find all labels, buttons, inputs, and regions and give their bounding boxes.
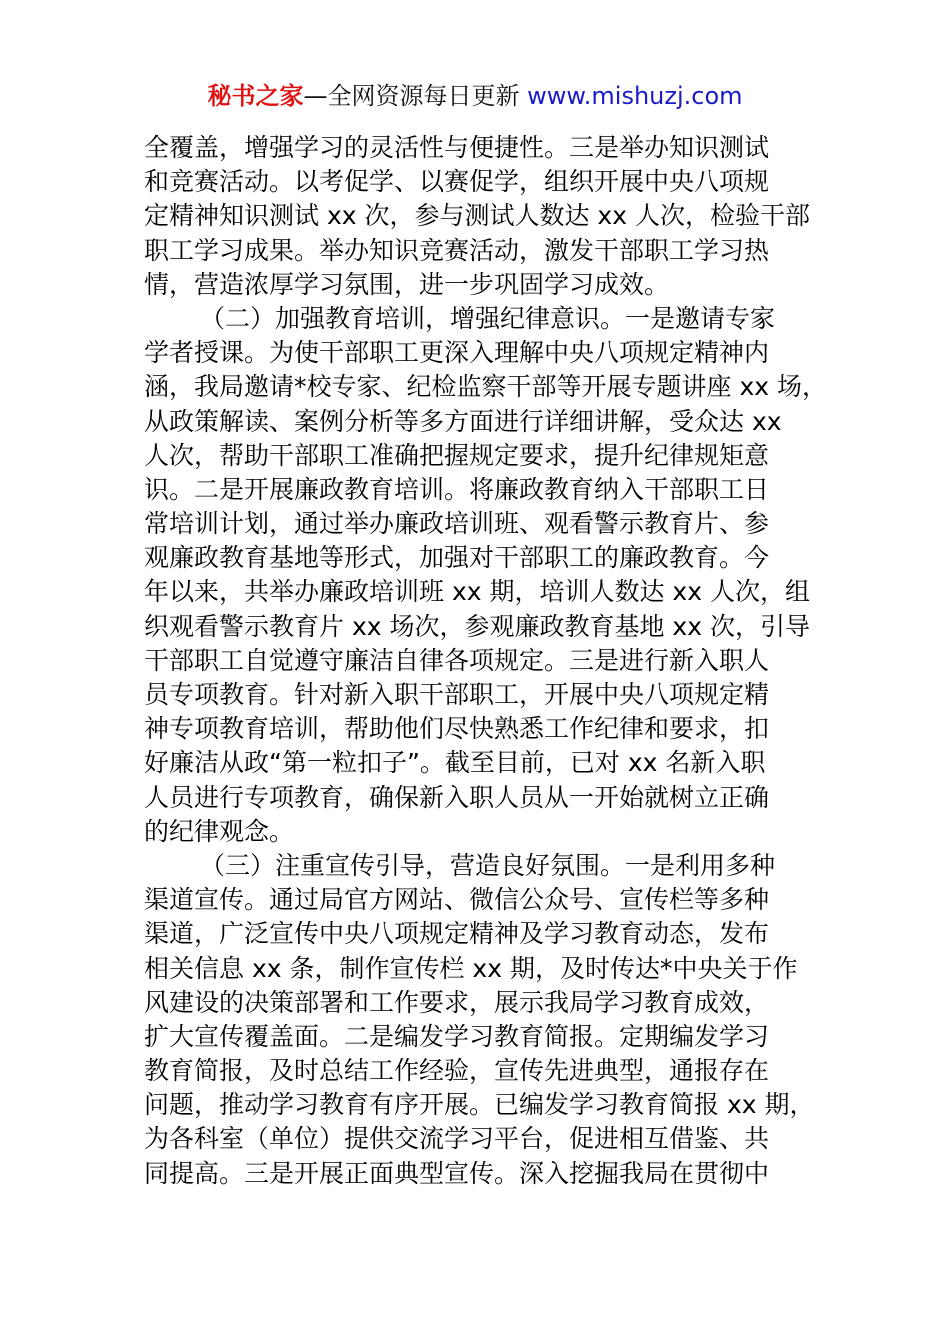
page-header xyxy=(0,80,950,112)
text-line: 同提高。三是开展正面典型宣传。深入挖掘我局在贯彻中 xyxy=(144,1158,770,1188)
text-line: 好廉洁从政“第一粒扣子”。截至目前，已对 xx 名新入职 xyxy=(144,748,766,778)
text-line: 和竞赛活动。以考促学、以赛促学，组织开展中央八项规 xyxy=(144,167,770,197)
text-line: 员专项教育。针对新入职干部职工，开展中央八项规定精 xyxy=(144,680,770,709)
text-line: 织观看警示教育片 xx 场次，参观廉政教育基地 xx 次，引导 xyxy=(144,611,810,641)
text-line: 教育简报，及时总结工作经验，宣传先进典型，通报存在 xyxy=(144,1056,770,1086)
text-line: 为各科室（单位）提供交流学习平台，促进相互借鉴、共 xyxy=(144,1124,770,1154)
text-line: 渠道宣传。通过局官方网站、微信公众号、宣传栏等多种 xyxy=(144,885,770,915)
text-line: 学者授课。为使干部职工更深入理解中央八项规定精神内 xyxy=(144,338,770,368)
text-line: 识。二是开展廉政教育培训。将廉政教育纳入干部职工日 xyxy=(144,474,770,504)
text-line: 观廉政教育基地等形式，加强对干部职工的廉政教育。今 xyxy=(144,543,770,573)
text-line: 问题，推动学习教育有序开展。已编发学习教育简报 xx 期， xyxy=(144,1090,815,1120)
text-line: 年以来，共举办廉政培训班 xx 期，培训人数达 xx 人次，组 xyxy=(144,577,810,607)
text-line: 的纪律观念。 xyxy=(144,816,295,846)
text-line: 职工学习成果。举办知识竞赛活动，激发干部职工学习热 xyxy=(144,235,770,265)
text-line: 情，营造浓厚学习氛围，进一步巩固学习成效。 xyxy=(144,269,670,299)
document-body xyxy=(144,131,827,1191)
text-line: 人次，帮助干部职工准确把握规定要求，提升纪律规矩意 xyxy=(144,440,770,470)
section-heading-line: （二）加强教育培训，增强纪律意识。一是邀请专家 xyxy=(200,303,776,333)
text-line: 定精神知识测试 xx 次，参与测试人数达 xx 人次，检验干部 xyxy=(144,201,810,231)
website-link[interactable]: www.mishuzj.com xyxy=(527,82,743,110)
text-line: 神专项教育培训，帮助他们尽快熟悉工作纪律和要求，扣 xyxy=(144,714,770,744)
header-tagline: —全网资源每日更新 xyxy=(303,82,528,110)
text-line: 常培训计划，通过举办廉政培训班、观看警示教育片、参 xyxy=(144,509,770,539)
brand-name: 秘书之家 xyxy=(207,82,304,110)
text-line: 全覆盖，增强学习的灵活性与便捷性。三是举办知识测试 xyxy=(144,133,770,162)
text-line: 渠道，广泛宣传中央八项规定精神及学习教育动态，发布 xyxy=(144,919,770,949)
text-line: 人员进行专项教育，确保新入职人员从一开始就树立正确 xyxy=(144,782,770,812)
text-line: 干部职工自觉遵守廉洁自律各项规定。三是进行新入职人 xyxy=(144,645,770,675)
text-line: 从政策解读、案例分析等多方面进行详细讲解，受众达 xx xyxy=(144,406,782,436)
text-line: 扩大宣传覆盖面。二是编发学习教育简报。定期编发学习 xyxy=(144,1021,770,1051)
text-line: 相关信息 xx 条，制作宣传栏 xx 期，及时传达*中央关于作 xyxy=(144,953,798,983)
section-heading-line: （三）注重宣传引导，营造良好氛围。一是利用多种 xyxy=(200,850,776,880)
text-line: 风建设的决策部署和工作要求，展示我局学习教育成效， xyxy=(144,987,770,1017)
text-line: 涵，我局邀请*校专家、纪检监察干部等开展专题讲座 xx 场， xyxy=(144,372,827,402)
